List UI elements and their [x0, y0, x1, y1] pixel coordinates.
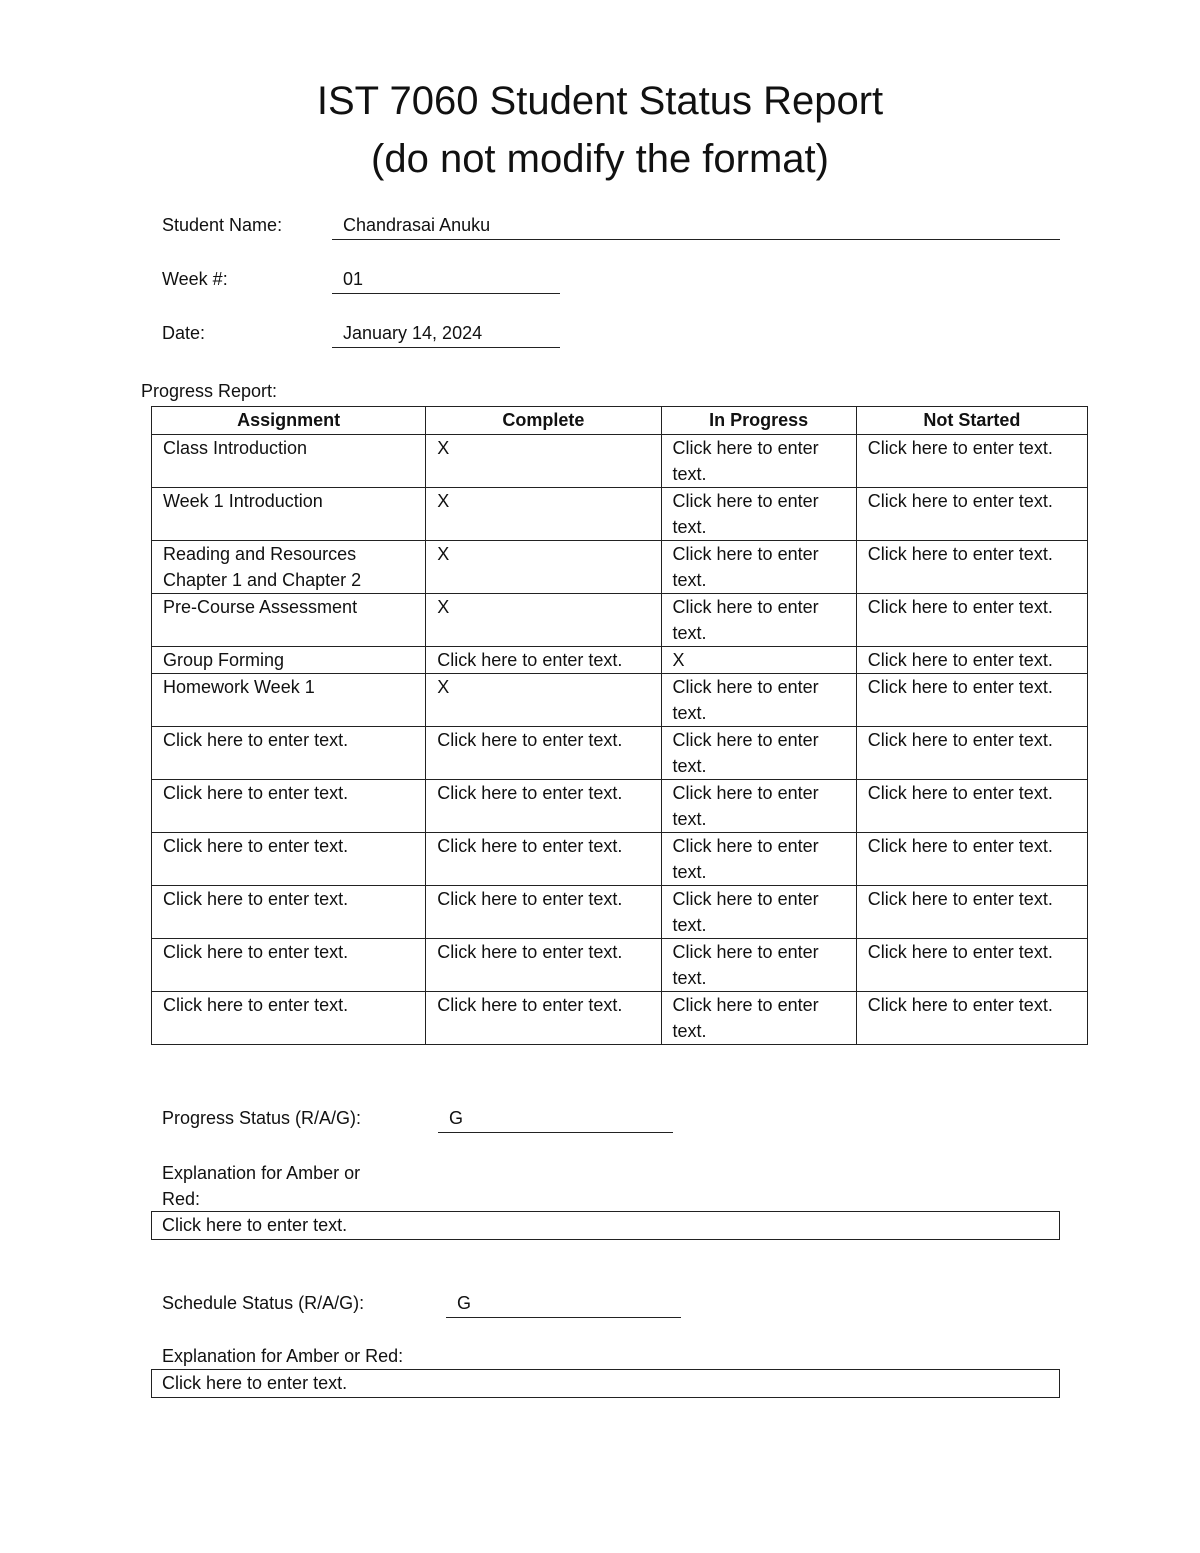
header-in-progress: In Progress — [661, 407, 856, 435]
page-title — [0, 72, 1200, 188]
table-row — [152, 541, 1088, 594]
schedule-status-label: Schedule Status (R/A/G): — [162, 1293, 365, 1313]
cell-in-progress[interactable]: Click here to enter text. — [661, 780, 856, 833]
cell-assignment[interactable]: Click here to enter text. — [152, 727, 426, 780]
table-row — [152, 647, 1088, 674]
week-field[interactable]: 01 — [332, 266, 560, 294]
cell-assignment[interactable]: Group Forming — [152, 647, 426, 674]
title-line-1: IST 7060 Student Status Report — [316, 79, 884, 123]
cell-complete[interactable]: X — [426, 488, 661, 541]
table-row — [152, 992, 1088, 1045]
cell-in-progress[interactable]: Click here to enter text. — [661, 886, 856, 939]
header-not-started: Not Started — [856, 407, 1087, 435]
cell-not-started[interactable]: Click here to enter text. — [856, 541, 1087, 594]
table-row — [152, 833, 1088, 886]
cell-assignment[interactable]: Click here to enter text. — [152, 992, 426, 1045]
student-name-label: Student Name: — [162, 215, 283, 235]
cell-complete[interactable]: Click here to enter text. — [426, 886, 661, 939]
cell-not-started[interactable]: Click here to enter text. — [856, 939, 1087, 992]
cell-complete[interactable]: Click here to enter text. — [426, 939, 661, 992]
progress-explanation-label: Explanation for Amber or Red: — [162, 1163, 361, 1209]
cell-complete[interactable]: Click here to enter text. — [426, 647, 661, 674]
cell-assignment[interactable]: Click here to enter text. — [152, 886, 426, 939]
table-header-row — [152, 407, 1088, 435]
cell-not-started[interactable]: Click here to enter text. — [856, 488, 1087, 541]
cell-not-started[interactable]: Click here to enter text. — [856, 992, 1087, 1045]
cell-assignment[interactable]: Click here to enter text. — [152, 833, 426, 886]
cell-not-started[interactable]: Click here to enter text. — [856, 674, 1087, 727]
table-row — [152, 594, 1088, 647]
cell-complete[interactable]: Click here to enter text. — [426, 992, 661, 1045]
cell-complete[interactable]: X — [426, 435, 661, 488]
cell-in-progress[interactable]: X — [661, 647, 856, 674]
cell-assignment[interactable]: Click here to enter text. — [152, 780, 426, 833]
cell-not-started[interactable]: Click here to enter text. — [856, 594, 1087, 647]
cell-complete[interactable]: X — [426, 674, 661, 727]
cell-in-progress[interactable]: Click here to enter text. — [661, 488, 856, 541]
progress-status-field[interactable]: G — [438, 1105, 673, 1133]
schedule-explanation-label: Explanation for Amber or Red: — [162, 1346, 404, 1366]
date-field[interactable]: January 14, 2024 — [332, 320, 560, 348]
cell-not-started[interactable]: Click here to enter text. — [856, 435, 1087, 488]
cell-complete[interactable]: Click here to enter text. — [426, 727, 661, 780]
schedule-explanation-field[interactable]: Click here to enter text. — [151, 1369, 1060, 1398]
cell-complete[interactable]: X — [426, 594, 661, 647]
table-row — [152, 780, 1088, 833]
table-row — [152, 488, 1088, 541]
table-row — [152, 727, 1088, 780]
cell-not-started[interactable]: Click here to enter text. — [856, 833, 1087, 886]
cell-not-started[interactable]: Click here to enter text. — [856, 780, 1087, 833]
table-row — [152, 939, 1088, 992]
table-row — [152, 674, 1088, 727]
cell-assignment[interactable]: Click here to enter text. — [152, 939, 426, 992]
week-label: Week #: — [162, 269, 228, 289]
table-row — [152, 886, 1088, 939]
cell-in-progress[interactable]: Click here to enter text. — [661, 541, 856, 594]
cell-assignment[interactable]: Class Introduction — [152, 435, 426, 488]
cell-complete[interactable]: X — [426, 541, 661, 594]
date-label: Date: — [162, 323, 206, 343]
progress-status-label: Progress Status (R/A/G): — [162, 1108, 362, 1128]
cell-assignment[interactable]: Week 1 Introduction — [152, 488, 426, 541]
cell-in-progress[interactable]: Click here to enter text. — [661, 594, 856, 647]
student-name-field[interactable]: Chandrasai Anuku — [332, 212, 1060, 240]
header-assignment: Assignment — [152, 407, 426, 435]
cell-not-started[interactable]: Click here to enter text. — [856, 727, 1087, 780]
cell-in-progress[interactable]: Click here to enter text. — [661, 727, 856, 780]
progress-report-label: Progress Report: — [141, 381, 278, 401]
title-line-2: (do not modify the format) — [371, 137, 829, 181]
cell-in-progress[interactable]: Click here to enter text. — [661, 939, 856, 992]
cell-in-progress[interactable]: Click here to enter text. — [661, 435, 856, 488]
cell-complete[interactable]: Click here to enter text. — [426, 780, 661, 833]
cell-in-progress[interactable]: Click here to enter text. — [661, 833, 856, 886]
cell-assignment[interactable]: Homework Week 1 — [152, 674, 426, 727]
header-complete: Complete — [426, 407, 661, 435]
cell-not-started[interactable]: Click here to enter text. — [856, 647, 1087, 674]
cell-not-started[interactable]: Click here to enter text. — [856, 886, 1087, 939]
table-row — [152, 435, 1088, 488]
progress-table — [151, 406, 1088, 1045]
cell-complete[interactable]: Click here to enter text. — [426, 833, 661, 886]
cell-in-progress[interactable]: Click here to enter text. — [661, 992, 856, 1045]
schedule-status-field[interactable]: G — [446, 1290, 681, 1318]
cell-in-progress[interactable]: Click here to enter text. — [661, 674, 856, 727]
progress-explanation-field[interactable]: Click here to enter text. — [151, 1211, 1060, 1240]
cell-assignment[interactable]: Reading and Resources Chapter 1 and Chapter 2 — [152, 541, 426, 594]
cell-assignment[interactable]: Pre-Course Assessment — [152, 594, 426, 647]
